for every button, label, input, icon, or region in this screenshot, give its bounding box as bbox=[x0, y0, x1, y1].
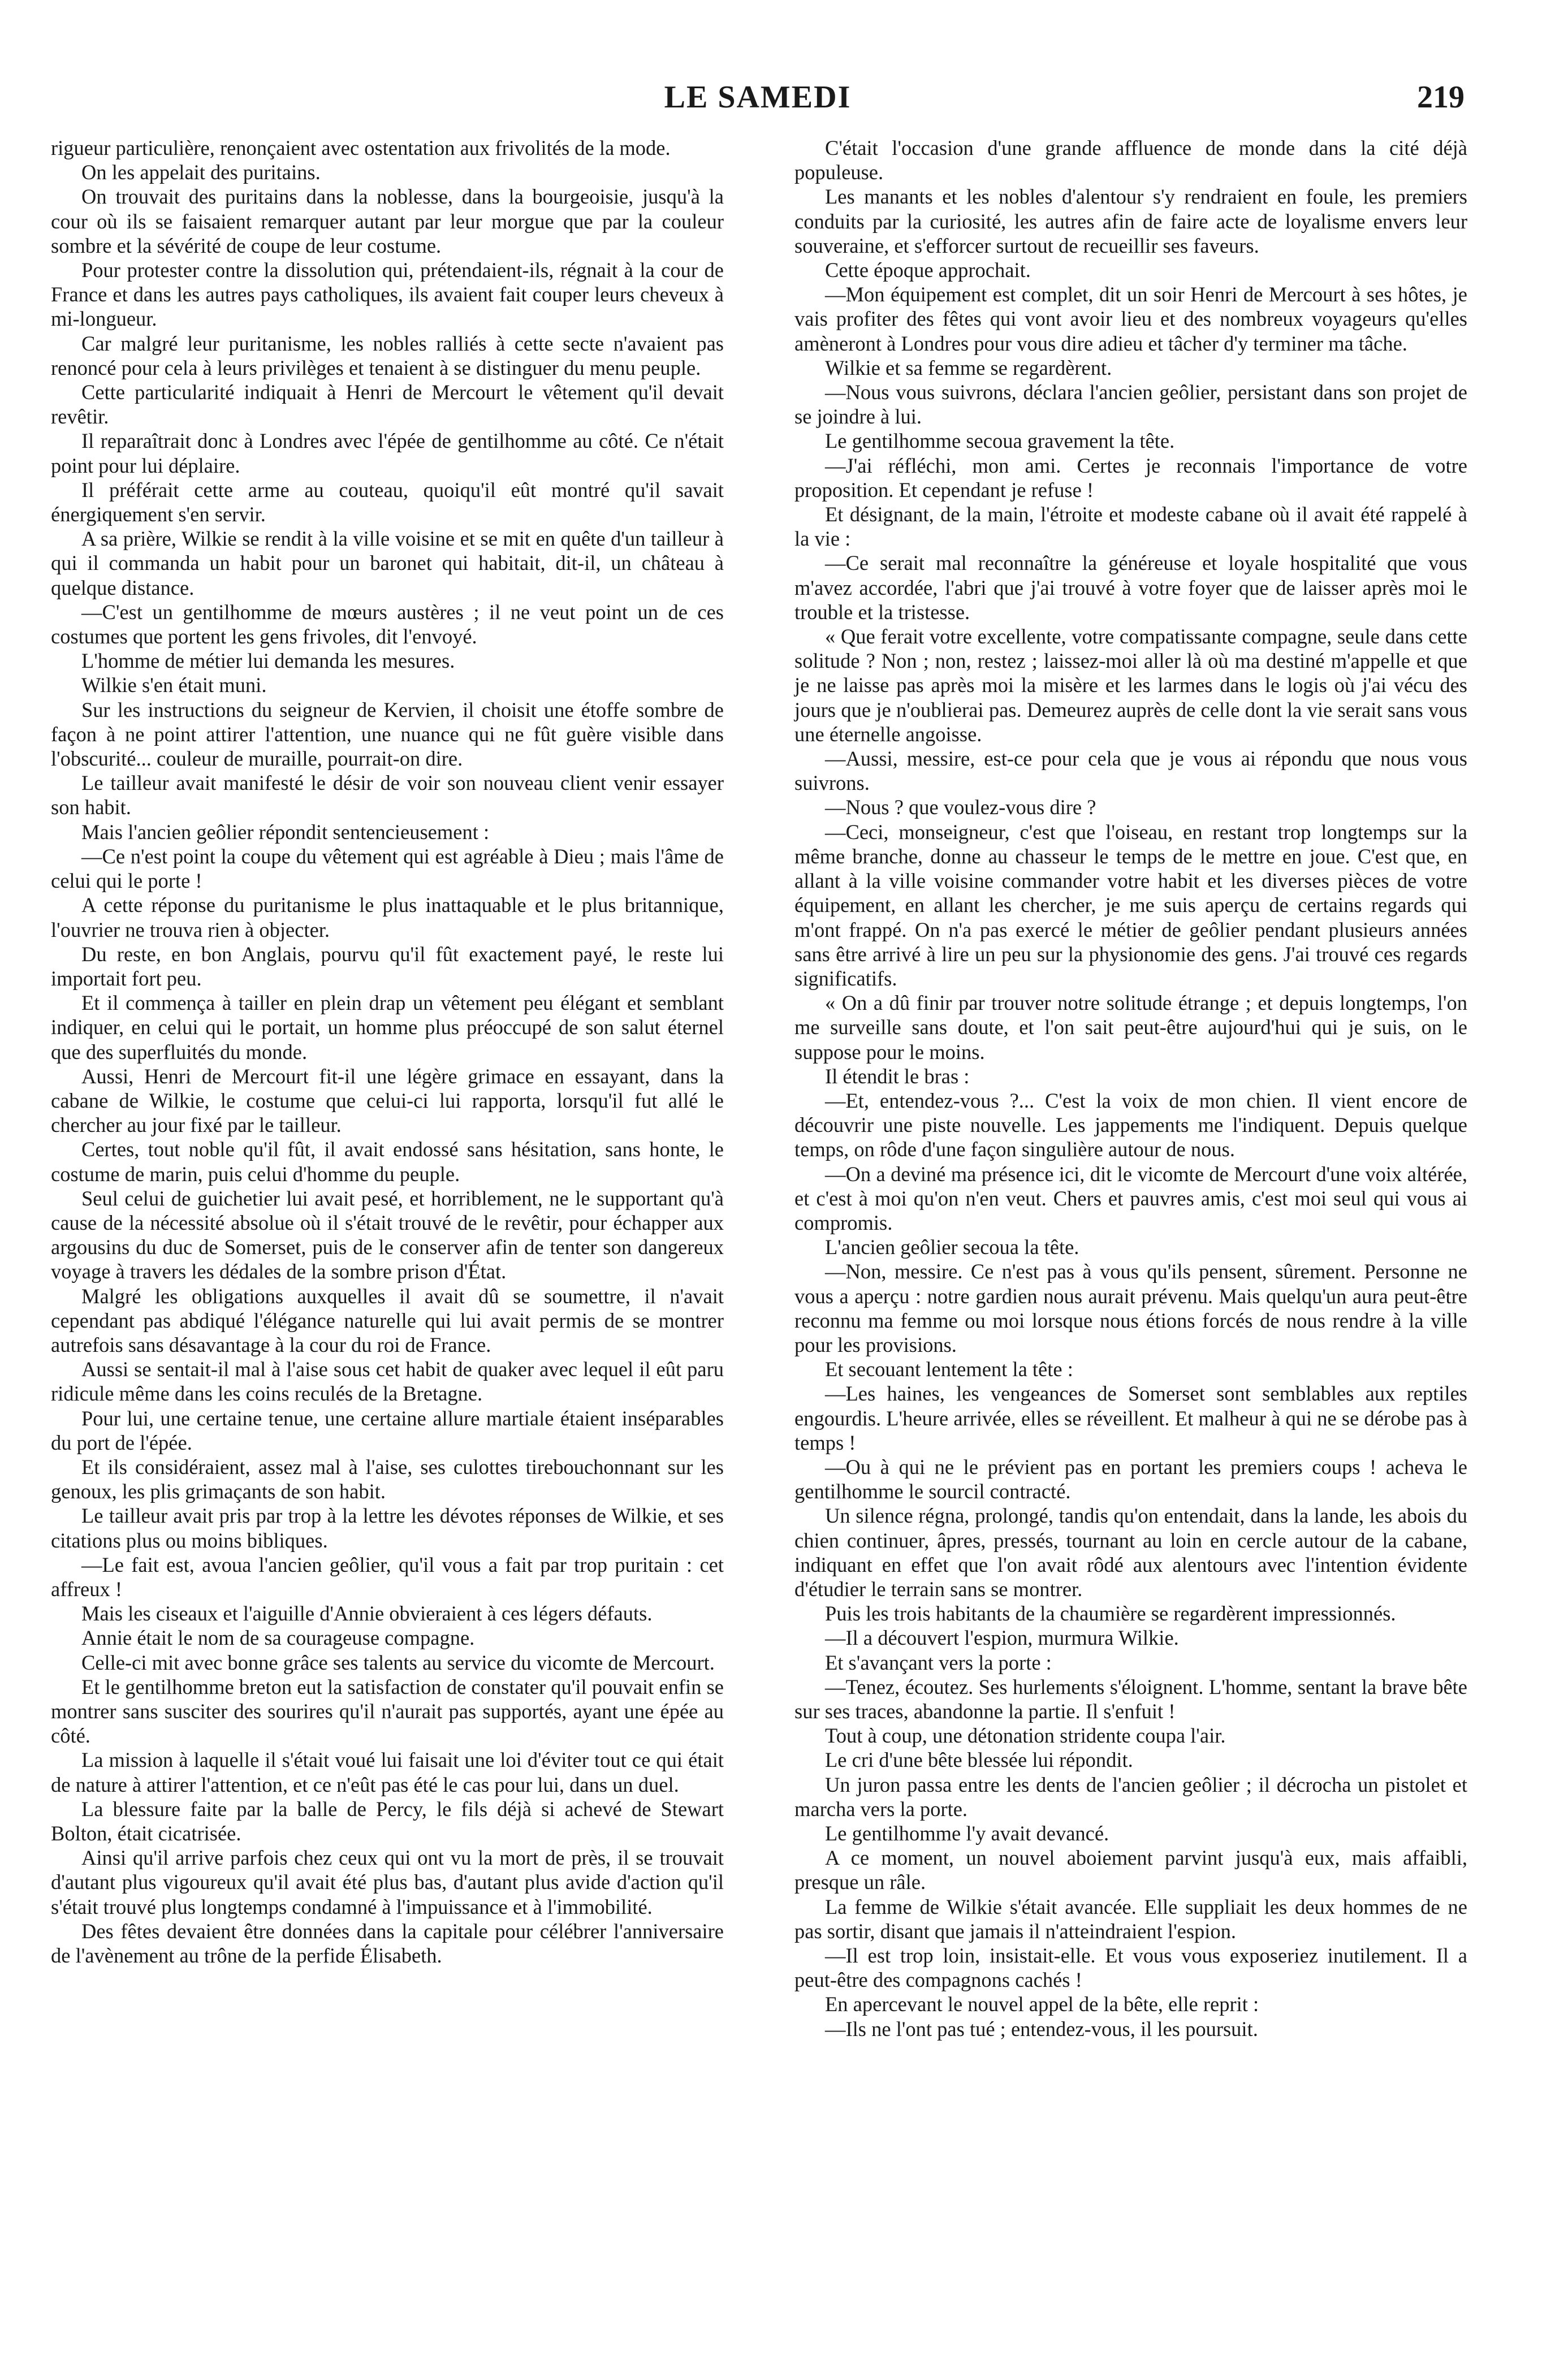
paragraph: Des fêtes devaient être données dans la capitale pour célébrer l'anniversaire de l'avènement au trône de la perfide Élisabeth. bbox=[51, 1919, 724, 1968]
paragraph: —Le fait est, avoua l'ancien geôlier, qu'il vous a fait par trop puritain : cet affreux ! bbox=[51, 1553, 724, 1601]
paragraph: —Ce serait mal reconnaître la généreuse et loyale hospitalité que vous m'avez accordée, l'abri que j'ai trouvé à votre foyer que de laisser après moi le trouble et la tristesse. bbox=[794, 551, 1467, 624]
paragraph: —C'est un gentilhomme de mœurs austères ; il ne veut point un de ces costumes que portent les gens frivoles, dit l'envoyé. bbox=[51, 600, 724, 649]
paragraph: Aussi se sentait-il mal à l'aise sous cet habit de quaker avec lequel il eût paru ridicule même dans les coins reculés de la Bretagne. bbox=[51, 1358, 724, 1406]
paragraph: A sa prière, Wilkie se rendit à la ville voisine et se mit en quête d'un tailleur à qui il commanda un habit pour un baronet qui habitait, dit-il, un château à quelque distance. bbox=[51, 527, 724, 599]
paragraph: L'ancien geôlier secoua la tête. bbox=[825, 1235, 1079, 1259]
paragraph: Les manants et les nobles d'alentour s'y rendraient en foule, les premiers conduits par la curiosité, les autres afin de faire acte de loyalisme envers leur souveraine, et s'efforcer surtout de recueillir ses faveurs. bbox=[794, 185, 1467, 257]
paragraph: —Et, entendez-vous ?... C'est la voix de mon chien. Il vient encore de découvrir une piste nouvelle. Les jappements me l'indiquent. Depuis quelque temps, on rôde d'une façon singulière autour de nous. bbox=[794, 1088, 1467, 1161]
paragraph: Ainsi qu'il arrive parfois chez ceux qui ont vu la mort de près, il se trouvait d'autant plus vigoureux qu'il avait été plus bas, d'autant plus avide d'action qu'il s'était trouvé plus longtemps condamné à l'impuissance et à l'immobilité. bbox=[51, 1846, 724, 1918]
page-header bbox=[51, 79, 1465, 136]
paragraph: —On a deviné ma présence ici, dit le vicomte de Mercourt d'une voix altérée, et c'est à moi qu'on n'en veut. Chers et pauvres amis, c'est moi seul qui vous ai compromis. bbox=[794, 1162, 1467, 1234]
paragraph: —Nous vous suivrons, déclara l'ancien geôlier, persistant dans son projet de se joindre à lui. bbox=[794, 381, 1467, 429]
paragraph: —Il a découvert l'espion, murmura Wilkie. bbox=[825, 1626, 1179, 1650]
paragraph: Seul celui de guichetier lui avait pesé, et horriblement, ne le supportant qu'à cause de la nécessité absolue où il s'était trouvé de le revêtir, pour échapper aux argousins du duc de Somerset, puis de le conserver afin de tenter son dangereux voyage à travers les dédales de la sombre prison d'État. bbox=[51, 1186, 724, 1283]
paragraph: —Ou à qui ne le prévient pas en portant les premiers coups ! acheva le gentilhomme le sourcil contracté. bbox=[794, 1455, 1467, 1503]
paragraph: A ce moment, un nouvel aboiement parvint jusqu'à eux, mais affaibli, presque un râle. bbox=[794, 1846, 1467, 1894]
paragraph: —J'ai réfléchi, mon ami. Certes je reconnais l'importance de votre proposition. Et cependant je refuse ! bbox=[794, 453, 1467, 502]
paragraph: Cette époque approchait. bbox=[825, 258, 1031, 282]
paragraph: Le tailleur avait pris par trop à la lettre les dévotes réponses de Wilkie, et ses citations plus ou moins bibliques. bbox=[51, 1504, 724, 1552]
paragraph: —Il est trop loin, insistait-elle. Et vous vous exposeriez inutilement. Il a peut-être des compagnons cachés ! bbox=[794, 1944, 1467, 1992]
paragraph: Tout à coup, une détonation stridente coupa l'air. bbox=[825, 1724, 1226, 1748]
paragraph: Et le gentilhomme breton eut la satisfaction de constater qu'il pouvait enfin se montrer sans susciter des sourires qu'il n'aurait pas supportés, ayant une épée au côté. bbox=[51, 1675, 724, 1748]
paragraph: —Mon équipement est complet, dit un soir Henri de Mercourt à ses hôtes, je vais profiter des fêtes qui vont avoir lieu et des nombreux voyageurs qu'elles amèneront à Londres pour vous dire adieu et tâcher d'y terminer ma tâche. bbox=[794, 283, 1467, 355]
paragraph: Aussi, Henri de Mercourt fit-il une légère grimace en essayant, dans la cabane de Wilkie, le costume que celui-ci lui rapporta, lorsqu'il fut allé le chercher au jour fixé par le tailleur. bbox=[51, 1064, 724, 1137]
paragraph: Certes, tout noble qu'il fût, il avait endossé sans hésitation, sans honte, le costume de marin, puis celui d'homme du peuple. bbox=[51, 1138, 724, 1186]
right-text-column bbox=[794, 136, 1467, 2041]
paragraph: Mais les ciseaux et l'aiguille d'Annie obvieraient à ces légers défauts. bbox=[81, 1602, 653, 1626]
page-number: 219 bbox=[1417, 80, 1465, 115]
paragraph: —Ceci, monseigneur, c'est que l'oiseau, en restant trop longtemps sur la même branche, donne au chasseur le temps de le mettre en joue. C'est que, en allant à la ville voisine commander votre habit et les diverses pièces de votre équipement, en allant les chercher, je me suis aperçu de certains regards qui m'ont frappé. On n'a pas exercé le métier de geôlier pendant plusieurs années sans être arrivé à lire un peu sur la physionomie des gens. J'ai trouvé ces regards significatifs. bbox=[794, 820, 1467, 990]
paragraph: On les appelait des puritains. bbox=[81, 161, 321, 184]
paragraph: La mission à laquelle il s'était voué lui faisait une loi d'éviter tout ce qui était de nature à attirer l'attention, et ce n'eût pas été le cas pour lui, dans un duel. bbox=[51, 1748, 724, 1796]
paragraph: Wilkie s'en était muni. bbox=[81, 673, 267, 697]
paragraph: Pour lui, une certaine tenue, une certaine allure martiale étaient inséparables du port de l'épée. bbox=[51, 1406, 724, 1454]
left-text-column bbox=[51, 136, 724, 1968]
paragraph: —Ils ne l'ont pas tué ; entendez-vous, il les poursuit. bbox=[825, 2017, 1258, 2041]
paragraph: Le gentilhomme l'y avait devancé. bbox=[825, 1822, 1109, 1845]
paragraph: Il reparaîtrait donc à Londres avec l'épée de gentilhomme au côté. Ce n'était point pour lui déplaire. bbox=[51, 429, 724, 477]
paragraph: Et il commença à tailler en plein drap un vêtement peu élégant et semblant indiquer, en celui qui le portait, un homme plus préoccupé de son salut éternel que des superfluités du monde. bbox=[51, 991, 724, 1064]
paragraph: Le tailleur avait manifesté le désir de voir son nouveau client venir essayer son habit. bbox=[51, 771, 724, 819]
paragraph: —Non, messire. Ce n'est pas à vous qu'ils pensent, sûrement. Personne ne vous a aperçu : notre gardien nous aurait prévenu. Mais quelqu'un aura peut-être reconnu ma femme ou moi lorsque nous étions forcés de nous rendre à la ville pour les provisions. bbox=[794, 1260, 1467, 1356]
paragraph: —Les haines, les vengeances de Somerset sont semblables aux reptiles engourdis. L'heure arrivée, elles se réveillent. Et malheur à qui ne se dérobe pas à temps ! bbox=[794, 1382, 1467, 1454]
paragraph: Puis les trois habitants de la chaumière se regardèrent impressionnés. bbox=[825, 1602, 1396, 1626]
paragraph: La femme de Wilkie s'était avancée. Elle suppliait les deux hommes de ne pas sortir, disant que jamais il n'atteindraient l'espion. bbox=[794, 1895, 1467, 1943]
paragraph: « Que ferait votre excellente, votre compatissante compagne, seule dans cette solitude ? Non ; non, restez ; laissez-moi aller là où ma destiné m'appelle et que je ne laisse pas après moi la misère et les larmes dans le logis où j'ai vécu des jours que je n'oublierai pas. Demeurez auprès de celle dont la vie serait sans vous une éternelle angoisse. bbox=[794, 625, 1467, 746]
paragraph: Et secouant lentement la tête : bbox=[825, 1358, 1073, 1381]
paragraph: Cette particularité indiquait à Henri de Mercourt le vêtement qu'il devait revêtir. bbox=[51, 381, 724, 429]
paragraph: rigueur particulière, renonçaient avec ostentation aux frivolités de la mode. bbox=[51, 136, 671, 159]
paragraph: Pour protester contre la dissolution qui, prétendaient-ils, régnait à la cour de France et dans les autres pays catholiques, ils avaient fait couper leurs cheveux à mi-longueur. bbox=[51, 258, 724, 331]
paragraph: Un silence régna, prolongé, tandis qu'on entendait, dans la lande, les abois du chien continuer, âpres, pressés, tournant au loin en cercle autour de la cabane, indiquant en effet que l'on avait rôdé aux alentours avec l'intention évidente d'étudier le terrain sans se montrer. bbox=[794, 1504, 1467, 1601]
paragraph: Et ils considéraient, assez mal à l'aise, ses culottes tirebouchonnant sur les genoux, les plis grimaçants de son habit. bbox=[51, 1455, 724, 1503]
paragraph: L'homme de métier lui demanda les mesures. bbox=[81, 649, 455, 673]
paragraph: Et désignant, de la main, l'étroite et modeste cabane où il avait été rappelé à la vie : bbox=[794, 503, 1467, 551]
paragraph: Il étendit le bras : bbox=[825, 1064, 970, 1088]
paragraph: En apercevant le nouvel appel de la bête, elle reprit : bbox=[825, 1992, 1259, 2016]
paragraph: Car malgré leur puritanisme, les nobles ralliés à cette secte n'avaient pas renoncé pour cela à leurs privilèges et tenaient à se distinguer du menu peuple. bbox=[51, 331, 724, 379]
paragraph: Malgré les obligations auxquelles il avait dû se soumettre, il n'avait cependant pas abdiqué l'élégance naturelle qui lui avait permis de se montrer autrefois sans désavantage à la cour du roi de France. bbox=[51, 1284, 724, 1356]
paragraph: La blessure faite par la balle de Percy, le fils déjà si achevé de Stewart Bolton, était cicatrisée. bbox=[51, 1797, 724, 1845]
paragraph: —Ce n'est point la coupe du vêtement qui est agréable à Dieu ; mais l'âme de celui qui le porte ! bbox=[51, 844, 724, 893]
paragraph: Mais l'ancien geôlier répondit sentencieusement : bbox=[81, 820, 490, 844]
paragraph: Annie était le nom de sa courageuse compagne. bbox=[81, 1626, 475, 1650]
paragraph: Il préférait cette arme au couteau, quoiqu'il eût montré qu'il savait énergiquement s'en servir. bbox=[51, 478, 724, 526]
paragraph: Et s'avançant vers la porte : bbox=[825, 1650, 1052, 1674]
paragraph: Le gentilhomme secoua gravement la tête. bbox=[825, 429, 1175, 453]
paragraph: « On a dû finir par trouver notre solitude étrange ; et depuis longtemps, l'on me surveille sans doute, et l'on sait peut-être aujourd'hui qui je suis, on le suppose pour le moins. bbox=[794, 991, 1467, 1064]
paragraph: Wilkie et sa femme se regardèrent. bbox=[825, 356, 1112, 379]
paragraph: Sur les instructions du seigneur de Kervien, il choisit une étoffe sombre de façon à ne point attirer l'attention, une nuance qui ne fût guère visible dans l'obscurité... couleur de muraille, pourrait-on dire. bbox=[51, 698, 724, 771]
paragraph: Un juron passa entre les dents de l'ancien geôlier ; il décrocha un pistolet et marcha vers la porte. bbox=[794, 1773, 1467, 1821]
paragraph: Celle-ci mit avec bonne grâce ses talents au service du vicomte de Mercourt. bbox=[81, 1650, 715, 1674]
paragraph: Le cri d'une bête blessée lui répondit. bbox=[825, 1748, 1133, 1772]
paragraph: On trouvait des puritains dans la noblesse, dans la bourgeoisie, jusqu'à la cour où ils se faisaient remarquer autant par leur morgue que par la couleur sombre et la sévérité de coupe de leur costume. bbox=[51, 185, 724, 257]
paragraph: —Nous ? que voulez-vous dire ? bbox=[825, 796, 1096, 819]
paragraph: C'était l'occasion d'une grande affluence de monde dans la cité déjà populeuse. bbox=[794, 136, 1467, 184]
publication-title: LE SAMEDI bbox=[664, 80, 852, 115]
paragraph: A cette réponse du puritanisme le plus inattaquable et le plus britannique, l'ouvrier ne trouva rien à objecter. bbox=[51, 893, 724, 941]
paragraph: Du reste, en bon Anglais, pourvu qu'il fût exactement payé, le reste lui importait fort peu. bbox=[51, 942, 724, 990]
paragraph: —Aussi, messire, est-ce pour cela que je vous ai répondu que nous vous suivrons. bbox=[794, 747, 1467, 795]
paragraph: —Tenez, écoutez. Ses hurlements s'éloignent. L'homme, sentant la brave bête sur ses traces, abandonne la partie. Il s'enfuit ! bbox=[794, 1675, 1467, 1723]
